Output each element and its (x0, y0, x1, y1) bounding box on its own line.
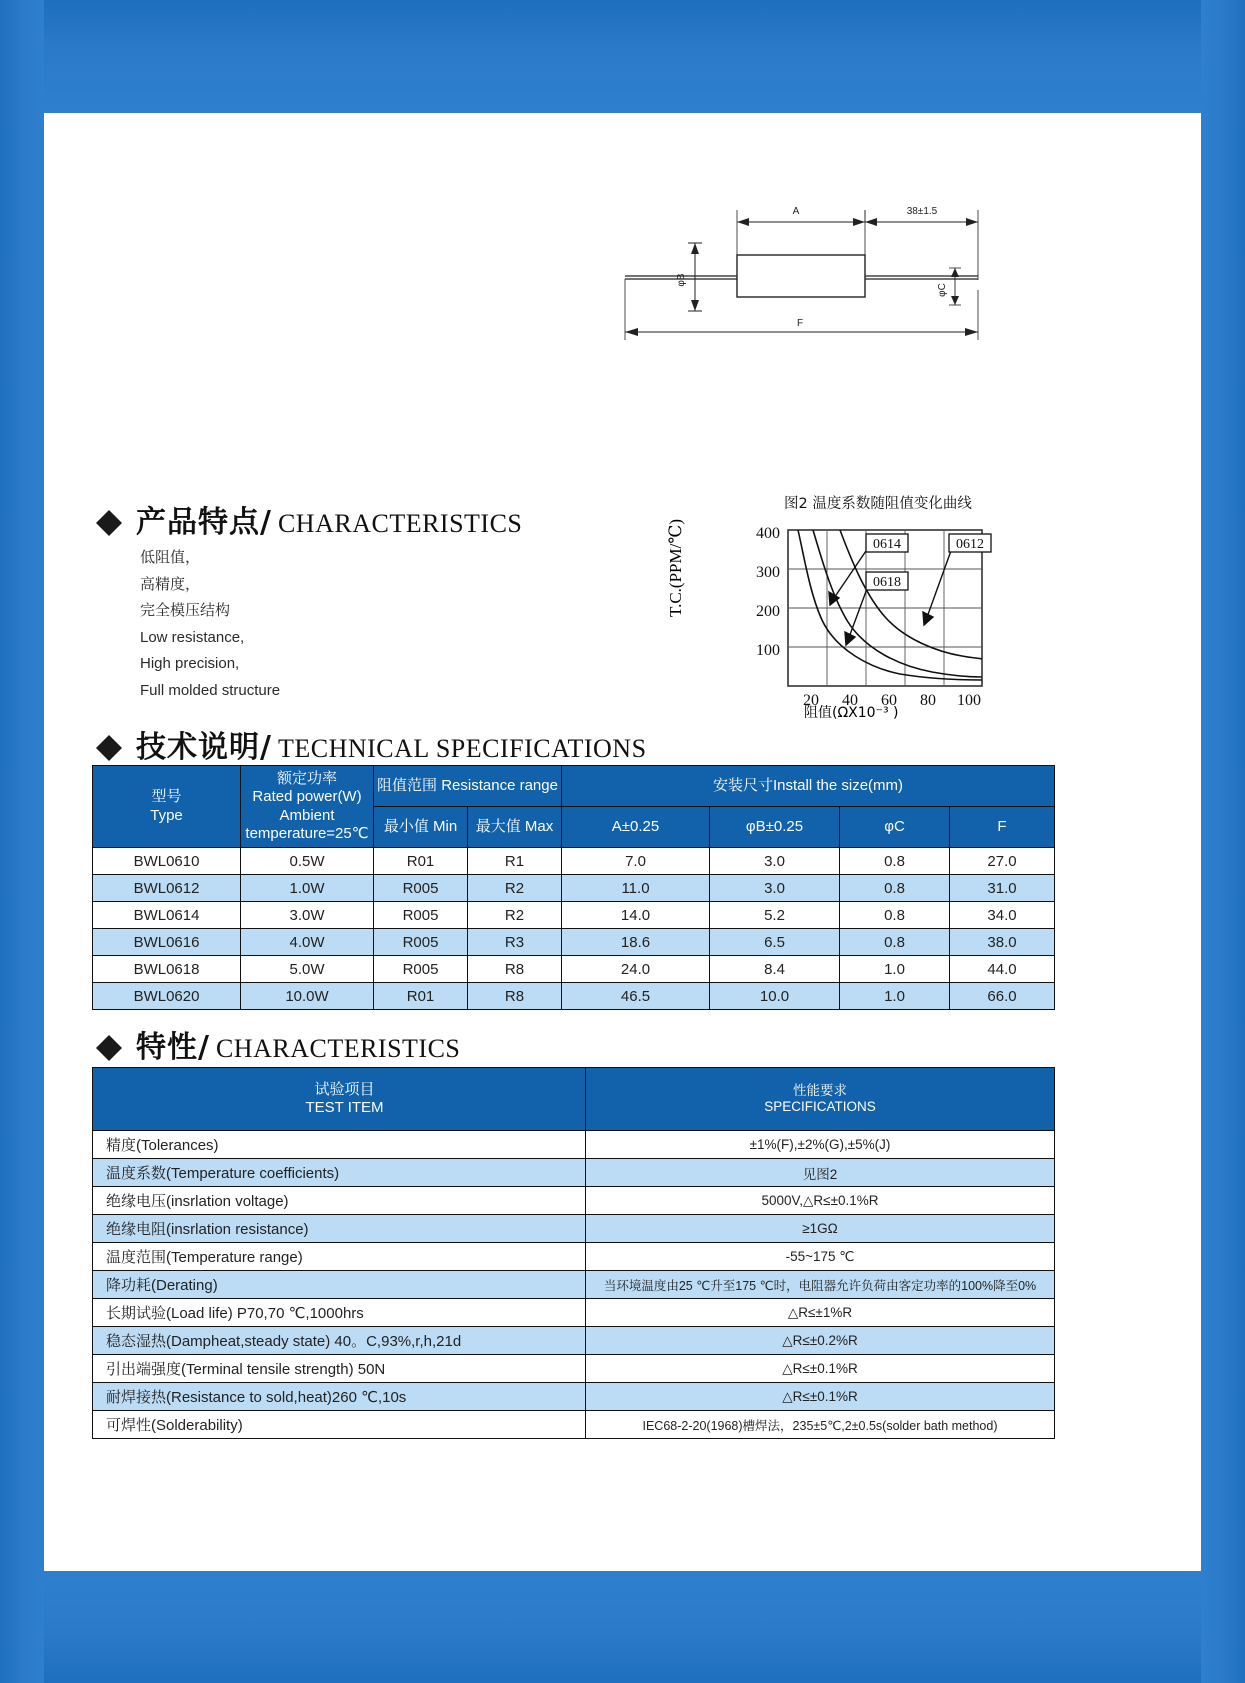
cell-a: 46.5 (562, 983, 710, 1010)
cell-specification: △R≤±0.1%R (586, 1355, 1055, 1383)
cell-min: R005 (374, 875, 468, 902)
cell-a: 24.0 (562, 956, 710, 983)
cell-c: 1.0 (840, 983, 950, 1010)
cell-max: R8 (468, 983, 562, 1010)
specs-header-power-cn: 额定功率 (276, 770, 337, 787)
chart-xtick-40: 40 (842, 692, 858, 706)
technical-specifications-table (92, 765, 1055, 1010)
chart-xtick-100: 100 (957, 692, 981, 706)
cell-a: 11.0 (562, 875, 710, 902)
char-header-row (93, 1068, 1055, 1131)
cell-b: 3.0 (710, 875, 840, 902)
cell-b: 5.2 (710, 902, 840, 929)
cell-test-item: 绝缘电阻(insrlation resistance) (93, 1215, 586, 1243)
specs-header-min: 最小值 Min (374, 807, 468, 848)
cell-test-item: 长期试验(Load life) P70,70 ℃,1000hrs (93, 1299, 586, 1327)
cell-specification: △R≤±1%R (586, 1299, 1055, 1327)
cell-f: 44.0 (950, 956, 1055, 983)
cell-test-item: 精度(Tolerances) (93, 1131, 586, 1159)
drawing-label-lead: 38±1.5 (906, 206, 938, 217)
cell-c: 0.8 (840, 902, 950, 929)
chart-ytick-100: 100 (756, 642, 780, 659)
table-row (93, 902, 1055, 929)
table-row (93, 1383, 1055, 1411)
cell-max: R1 (468, 848, 562, 875)
cell-power: 5.0W (241, 956, 374, 983)
cell-power: 4.0W (241, 929, 374, 956)
heading-cn-text: 特性 (136, 1030, 198, 1065)
specs-header-c: φC (840, 807, 950, 848)
left-border-band (0, 0, 44, 1683)
heading-slash: / (198, 1030, 209, 1065)
table-row (93, 1271, 1055, 1299)
cell-a: 7.0 (562, 848, 710, 875)
specs-header-a: A±0.25 (562, 807, 710, 848)
chart-annotation-0618 (866, 572, 908, 590)
cell-a: 14.0 (562, 902, 710, 929)
cell-type: BWL0618 (93, 956, 241, 983)
chart-ytick-200: 200 (756, 603, 780, 620)
table-row (93, 1355, 1055, 1383)
cell-specification: △R≤±0.2%R (586, 1327, 1055, 1355)
cell-test-item: 降功耗(Derating) (93, 1271, 586, 1299)
cell-f: 27.0 (950, 848, 1055, 875)
specs-header-power (241, 766, 374, 848)
cell-test-item: 可焊性(Solderability) (93, 1411, 586, 1439)
diamond-bullet-icon (96, 1022, 122, 1048)
chart-y-axis-label: T.C.(PPM/℃) (666, 518, 685, 618)
table-row (93, 1299, 1055, 1327)
table-row (93, 1159, 1055, 1187)
specs-header-max: 最大值 Max (468, 807, 562, 848)
cell-test-item: 温度系数(Temperature coefficients) (93, 1159, 586, 1187)
table-row (93, 1187, 1055, 1215)
cell-f: 34.0 (950, 902, 1055, 929)
feature-item: 低阻值， (140, 549, 201, 566)
cell-c: 1.0 (840, 956, 950, 983)
table-row (93, 1327, 1055, 1355)
specs-header-power-temp: temperature=25℃ (245, 824, 369, 842)
specs-header-type-cn: 型号 (151, 788, 182, 806)
cell-specification: ≥1GΩ (586, 1215, 1055, 1243)
specs-table-head (93, 766, 1055, 848)
cell-specification: 见图2 (586, 1159, 1055, 1187)
cell-test-item: 稳态湿热(Dampheat,steady state) 40。C,93%,r,h,21d (93, 1327, 586, 1355)
specs-header-type-en: Type (150, 806, 183, 824)
feature-item: 完全模压结构 (140, 602, 231, 619)
cell-b: 6.5 (710, 929, 840, 956)
char-header-specifications (586, 1068, 1055, 1131)
cell-type: BWL0612 (93, 875, 241, 902)
heading-slash: / (260, 505, 271, 540)
cell-max: R2 (468, 902, 562, 929)
chart-svg (700, 516, 1040, 706)
heading-technical-specifications (96, 722, 647, 766)
chart-annotation-label: 0618 (873, 575, 901, 590)
char-header-spec-cn: 性能要求 (793, 1082, 847, 1098)
cell-min: R01 (374, 848, 468, 875)
resistor-dimension-drawing (600, 180, 1030, 380)
chart-annotation-label: 0612 (956, 537, 984, 552)
char-table-head (93, 1068, 1055, 1131)
chart-x-axis-label: 阻值(ΩX10⁻³ ) (804, 705, 899, 721)
table-row (93, 1215, 1055, 1243)
bottom-border-band (0, 1571, 1245, 1683)
feature-item: High precision, (140, 655, 240, 672)
chart-ytick-300: 300 (756, 564, 780, 581)
specs-header-power-en: Rated power(W) (252, 788, 362, 806)
drawing-label-c: φC (937, 283, 948, 297)
heading-slash: / (260, 730, 271, 765)
drawing-label-f: F (796, 318, 804, 329)
cell-f: 38.0 (950, 929, 1055, 956)
cell-specification: 5000V,△R≤±0.1%R (586, 1187, 1055, 1215)
specs-header-type (93, 766, 241, 848)
specs-table-body (93, 848, 1055, 1010)
char-header-item-cn: 试验项目 (314, 1080, 375, 1098)
cell-specification: ±1%(F),±2%(G),±5%(J) (586, 1131, 1055, 1159)
cell-max: R3 (468, 929, 562, 956)
drawing-label-a: A (792, 206, 800, 217)
cell-a: 18.6 (562, 929, 710, 956)
char-table-body (93, 1131, 1055, 1439)
cell-min: R005 (374, 929, 468, 956)
cell-max: R2 (468, 875, 562, 902)
chart-ytick-400: 400 (756, 525, 780, 542)
feature-list (140, 545, 280, 704)
chart-annotation-0612 (949, 534, 991, 552)
diamond-bullet-icon (96, 722, 122, 748)
tc-vs-resistance-chart (666, 492, 1040, 732)
specs-header-install-size: 安装尺寸Install the size(mm) (562, 766, 1055, 807)
feature-item: 高精度， (140, 575, 201, 593)
heading-cn-text: 技术说明 (136, 730, 260, 765)
feature-item: Low resistance, (140, 628, 245, 646)
heading-en-text: TECHNICAL SPECIFICATIONS (277, 734, 647, 763)
cell-test-item: 温度范围(Temperature range) (93, 1243, 586, 1271)
table-row (93, 1131, 1055, 1159)
cell-max: R8 (468, 956, 562, 983)
chart-xtick-60: 60 (881, 692, 897, 706)
table-row (93, 983, 1055, 1010)
chart-annotation-0614 (866, 534, 908, 552)
specs-header-b: φB±0.25 (710, 807, 840, 848)
cell-specification: IEC68-2-20(1968)槽焊法，235±5℃,2±0.5s(solder bath method) (586, 1411, 1055, 1439)
cell-specification: 当环境温度由25 ℃升至175 ℃时，电阻器允许负荷由客定功率的100%降至0% (586, 1271, 1055, 1299)
specs-header-power-ambient: Ambient (279, 806, 335, 824)
table-row (93, 929, 1055, 956)
cell-specification: △R≤±0.1%R (586, 1383, 1055, 1411)
table-row (93, 956, 1055, 983)
cell-power: 10.0W (241, 983, 374, 1010)
cell-type: BWL0610 (93, 848, 241, 875)
cell-power: 3.0W (241, 902, 374, 929)
cell-c: 0.8 (840, 875, 950, 902)
table-row (93, 1243, 1055, 1271)
cell-power: 1.0W (241, 875, 374, 902)
cell-min: R005 (374, 956, 468, 983)
specs-header-f: F (950, 807, 1055, 848)
cell-test-item: 引出端强度(Terminal tensile strength) 50N (93, 1355, 586, 1383)
dimension-drawing-svg (600, 180, 1030, 380)
table-row (93, 1411, 1055, 1439)
cell-test-item: 绝缘电压(insrlation voltage) (93, 1187, 586, 1215)
cell-c: 0.8 (840, 929, 950, 956)
cell-power: 0.5W (241, 848, 374, 875)
cell-b: 3.0 (710, 848, 840, 875)
heading-product-characteristics (96, 497, 522, 541)
top-border-band (0, 0, 1245, 113)
chart-annotation-label: 0614 (873, 537, 901, 552)
chart-title: 图2 温度系数随阻值变化曲线 (784, 496, 972, 512)
cell-type: BWL0616 (93, 929, 241, 956)
cell-f: 31.0 (950, 875, 1055, 902)
table-row (93, 848, 1055, 875)
cell-test-item: 耐焊接热(Resistance to sold,heat)260 ℃,10s (93, 1383, 586, 1411)
heading-en-text: CHARACTERISTICS (215, 1034, 461, 1063)
cell-b: 10.0 (710, 983, 840, 1010)
drawing-label-b: φB (676, 273, 687, 287)
cell-c: 0.8 (840, 848, 950, 875)
cell-min: R01 (374, 983, 468, 1010)
char-header-test-item (93, 1068, 586, 1131)
characteristics-table (92, 1067, 1055, 1439)
heading-cn-text: 产品特点 (136, 505, 260, 540)
cell-b: 8.4 (710, 956, 840, 983)
cell-f: 66.0 (950, 983, 1055, 1010)
specs-header-resistance-range: 阻值范围 Resistance range (374, 766, 562, 807)
char-header-item-en: TEST ITEM (305, 1099, 384, 1116)
heading-characteristics (96, 1022, 460, 1066)
chart-xtick-20: 20 (803, 692, 819, 706)
cell-min: R005 (374, 902, 468, 929)
cell-type: BWL0620 (93, 983, 241, 1010)
feature-item: Full molded structure (140, 681, 281, 699)
specs-header-row-1 (93, 766, 1055, 807)
table-row (93, 875, 1055, 902)
heading-en-text: CHARACTERISTICS (277, 509, 523, 538)
chart-xtick-80: 80 (920, 692, 936, 706)
cell-type: BWL0614 (93, 902, 241, 929)
right-border-band (1201, 0, 1245, 1683)
char-header-spec-en: SPECIFICATIONS (764, 1099, 876, 1114)
diamond-bullet-icon (96, 497, 122, 523)
cell-specification: -55~175 ℃ (586, 1243, 1055, 1271)
